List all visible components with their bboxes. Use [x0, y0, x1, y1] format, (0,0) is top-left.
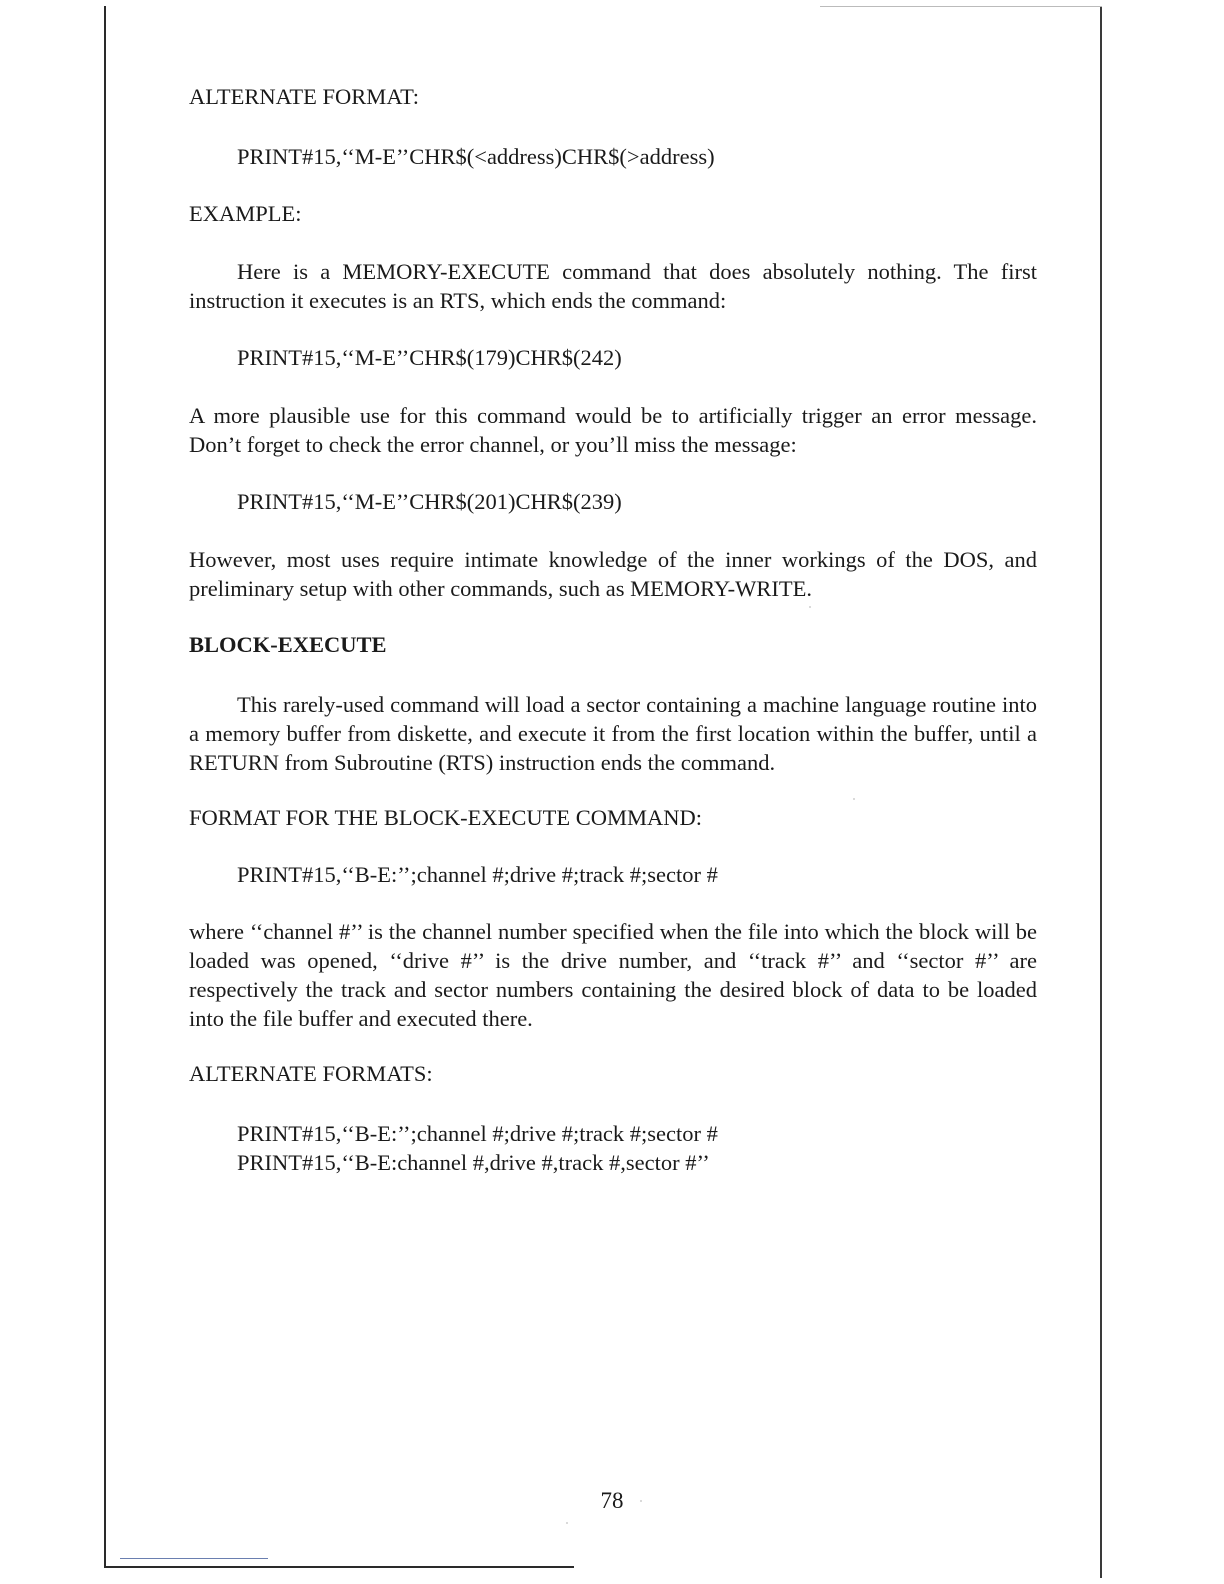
example-code-1: PRINT#15,‘‘M-E’’CHR$(179)CHR$(242) — [237, 345, 622, 370]
example-heading: EXAMPLE: — [189, 201, 302, 226]
alternate-formats-heading: ALTERNATE FORMATS: — [189, 1061, 433, 1086]
scan-border-right — [1100, 6, 1102, 1578]
plausible-use-paragraph: A more plausible use for this command would be to artificially trigger an error message. Don’t forget to check the error channel, or you’ll miss the message: — [189, 403, 1037, 457]
where-paragraph: where ‘‘channel #’’ is the channel number specified when the file into which the block will be loaded was opened, ‘‘drive #’’ is the drive number, and ‘‘track #’’ and ‘‘sector #’’ are respectively the track and sector numbers containing the desired block of data to be loaded into the file buffer and executed there. — [189, 919, 1037, 1031]
scan-edge-highlight — [120, 1558, 268, 1559]
alternate-format-heading: ALTERNATE FORMAT: — [189, 84, 419, 109]
scan-border-top — [820, 6, 1102, 7]
alternate-format-code: PRINT#15,‘‘M-E’’CHR$(<address)CHR$(>address) — [237, 144, 715, 169]
scan-speck — [809, 606, 811, 608]
scan-speck — [566, 1522, 568, 1524]
format-heading: FORMAT FOR THE BLOCK-EXECUTE COMMAND: — [189, 805, 702, 830]
block-execute-heading: BLOCK-EXECUTE — [189, 632, 387, 657]
example-paragraph: Here is a MEMORY-EXECUTE command that does absolutely nothing. The first instruction it executes is an RTS, which ends the command: — [189, 259, 1037, 313]
alternate-formats-code-1: PRINT#15,‘‘B-E:’’;channel #;drive #;track #;sector # — [237, 1121, 718, 1146]
example-code-2: PRINT#15,‘‘M-E’’CHR$(201)CHR$(239) — [237, 489, 622, 514]
page-number: 78 — [600, 1488, 624, 1513]
scan-border-bottom — [104, 1566, 574, 1568]
block-execute-paragraph: This rarely-used command will load a sector containing a machine language routine into a memory buffer from diskette, and execute it from the first location within the buffer, until a RETURN from Subroutine (RTS) instruction ends the command. — [189, 692, 1037, 775]
however-paragraph: However, most uses require intimate knowledge of the inner workings of the DOS, and preliminary setup with other commands, such as MEMORY-WRITE. — [189, 547, 1037, 601]
scan-speck — [853, 798, 855, 800]
scan-border-left — [104, 6, 106, 1568]
format-code: PRINT#15,‘‘B-E:’’;channel #;drive #;track #;sector # — [237, 862, 718, 887]
alternate-formats-code-2: PRINT#15,‘‘B-E:channel #,drive #,track #,sector #’’ — [237, 1150, 710, 1175]
